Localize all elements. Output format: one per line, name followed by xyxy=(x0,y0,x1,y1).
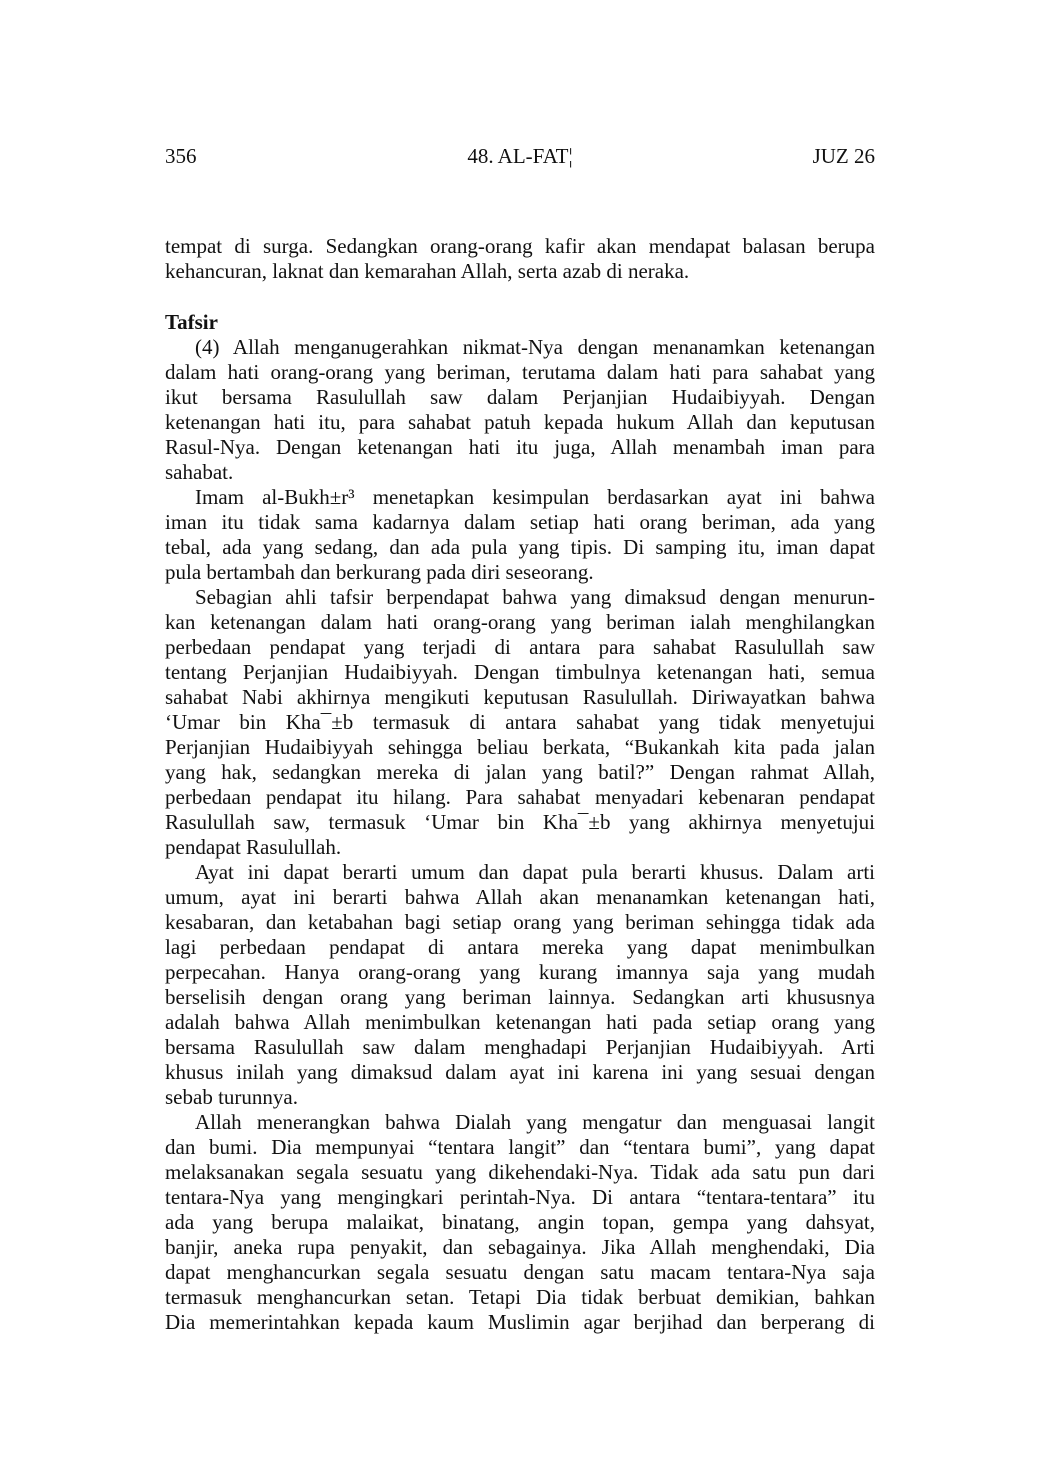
text-line: ada yang berupa malaikat, binatang, angin topan, gempa yang dahsyat, xyxy=(165,1210,875,1234)
text-line: banjir, aneka rupa penyakit, dan sebagainya. Jika Allah menghendaki, Dia xyxy=(165,1235,875,1259)
juz-label: JUZ 26 xyxy=(812,144,875,168)
text-line: Sebagian ahli tafsir berpendapat bahwa yang dimaksud dengan menurun- xyxy=(195,585,875,609)
text-line: kehancuran, laknat dan kemarahan Allah, serta azab di neraka. xyxy=(165,259,690,283)
text-line: berselisih dengan orang yang beriman lainnya. Sedangkan arti khususnya xyxy=(165,985,875,1009)
text-line: tentara-Nya yang mengingkari perintah-Nya. Di antara “tentara-tentara” itu xyxy=(165,1185,875,1209)
text-line: Dia memerintahkan kepada kaum Muslimin agar berjihad dan berperang di xyxy=(165,1310,875,1334)
text-line: kesabaran, dan ketabahan bagi setiap orang yang beriman sehingga tidak ada xyxy=(165,910,875,934)
text-line: sahabat. xyxy=(165,460,234,484)
intro-paragraph xyxy=(165,234,875,284)
text-line: Imam al-Bukh±r³ menetapkan kesimpulan berdasarkan ayat ini bahwa xyxy=(195,485,875,509)
text-line: (4) Allah menganugerahkan nikmat-Nya dengan menanamkan ketenangan xyxy=(195,335,875,359)
text-line: Rasulullah saw, termasuk ‘Umar bin Kha¯±b yang akhirnya menyetujui xyxy=(165,810,875,834)
text-line: bersama Rasulullah saw dalam menghadapi Perjanjian Hudaibiyyah. Arti xyxy=(165,1035,875,1059)
paragraph xyxy=(165,485,875,585)
text-line: sebab turunnya. xyxy=(165,1085,298,1109)
text-line: dapat menghancurkan segala sesuatu dengan satu macam tentara-Nya saja xyxy=(165,1260,875,1284)
text-line: perpecahan. Hanya orang-orang yang kurang imannya saja yang mudah xyxy=(165,960,875,984)
text-line: ketenangan hati itu, para sahabat patuh kepada hukum Allah dan keputusan xyxy=(165,410,875,434)
text-line: melaksanakan segala sesuatu yang dikehendaki-Nya. Tidak ada satu pun dari xyxy=(165,1160,875,1184)
tafsir-paragraphs xyxy=(165,335,875,1335)
text-line: pula bertambah dan berkurang pada diri seseorang. xyxy=(165,560,594,584)
text-line: dan bumi. Dia mempunyai “tentara langit” dan “tentara bumi”, yang dapat xyxy=(165,1135,875,1159)
text-line: tentang Perjanjian Hudaibiyyah. Dengan timbulnya ketenangan hati, semua xyxy=(165,660,875,684)
section-heading: Tafsir xyxy=(165,310,218,334)
page-number: 356 xyxy=(165,144,197,168)
paragraph xyxy=(165,860,875,1110)
text-line: termasuk menghancurkan setan. Tetapi Dia tidak berbuat demikian, bahkan xyxy=(165,1285,875,1309)
text-line: ikut bersama Rasulullah saw dalam Perjanjian Hudaibiyyah. Dengan xyxy=(165,385,875,409)
text-line: adalah bahwa Allah menimbulkan ketenangan hati pada setiap orang yang xyxy=(165,1010,875,1034)
text-line: tempat di surga. Sedangkan orang-orang kafir akan mendapat balasan berupa xyxy=(165,234,875,258)
text-line: pendapat Rasulullah. xyxy=(165,835,342,859)
page-body xyxy=(165,234,875,1335)
text-line: kan ketenangan dalam hati orang-orang yang beriman ialah menghilangkan xyxy=(165,610,875,634)
text-line: Rasul-Nya. Dengan ketenangan hati itu juga, Allah menambah iman para xyxy=(165,435,875,459)
text-line: dalam hati orang-orang yang beriman, terutama dalam hati para sahabat yang xyxy=(165,360,875,384)
running-header xyxy=(165,144,875,172)
text-line: lagi perbedaan pendapat di antara mereka yang dapat menimbulkan xyxy=(165,935,875,959)
chapter-title: 48. AL-FAT¦ xyxy=(467,144,573,168)
text-line: Ayat ini dapat berarti umum dan dapat pula berarti khusus. Dalam arti xyxy=(195,860,875,884)
text-line: yang hak, sedangkan mereka di jalan yang batil?” Dengan rahmat Allah, xyxy=(165,760,875,784)
paragraph xyxy=(165,585,875,860)
text-line: Perjanjian Hudaibiyyah sehingga beliau berkata, “Bukankah kita pada jalan xyxy=(165,735,875,759)
paragraph xyxy=(165,1110,875,1335)
text-line: sahabat Nabi akhirnya mengikuti keputusan Rasulullah. Diriwayatkan bahwa xyxy=(165,685,875,709)
text-line: Allah menerangkan bahwa Dialah yang mengatur dan menguasai langit xyxy=(195,1110,875,1134)
paragraph xyxy=(165,335,875,485)
text-line: tebal, ada yang sedang, dan ada pula yang tipis. Di samping itu, iman dapat xyxy=(165,535,875,559)
text-line: perbedaan pendapat itu hilang. Para sahabat menyadari kebenaran pendapat xyxy=(165,785,875,809)
text-line: ‘Umar bin Kha¯±b termasuk di antara sahabat yang tidak menyetujui xyxy=(165,710,875,734)
text-line: perbedaan pendapat yang terjadi di antara para sahabat Rasulullah saw xyxy=(165,635,875,659)
text-line: umum, ayat ini berarti bahwa Allah akan menanamkan ketenangan hati, xyxy=(165,885,875,909)
text-line: khusus inilah yang dimaksud dalam ayat ini karena ini yang sesuai dengan xyxy=(165,1060,875,1084)
text-line: iman itu tidak sama kadarnya dalam setiap hati orang beriman, ada yang xyxy=(165,510,875,534)
